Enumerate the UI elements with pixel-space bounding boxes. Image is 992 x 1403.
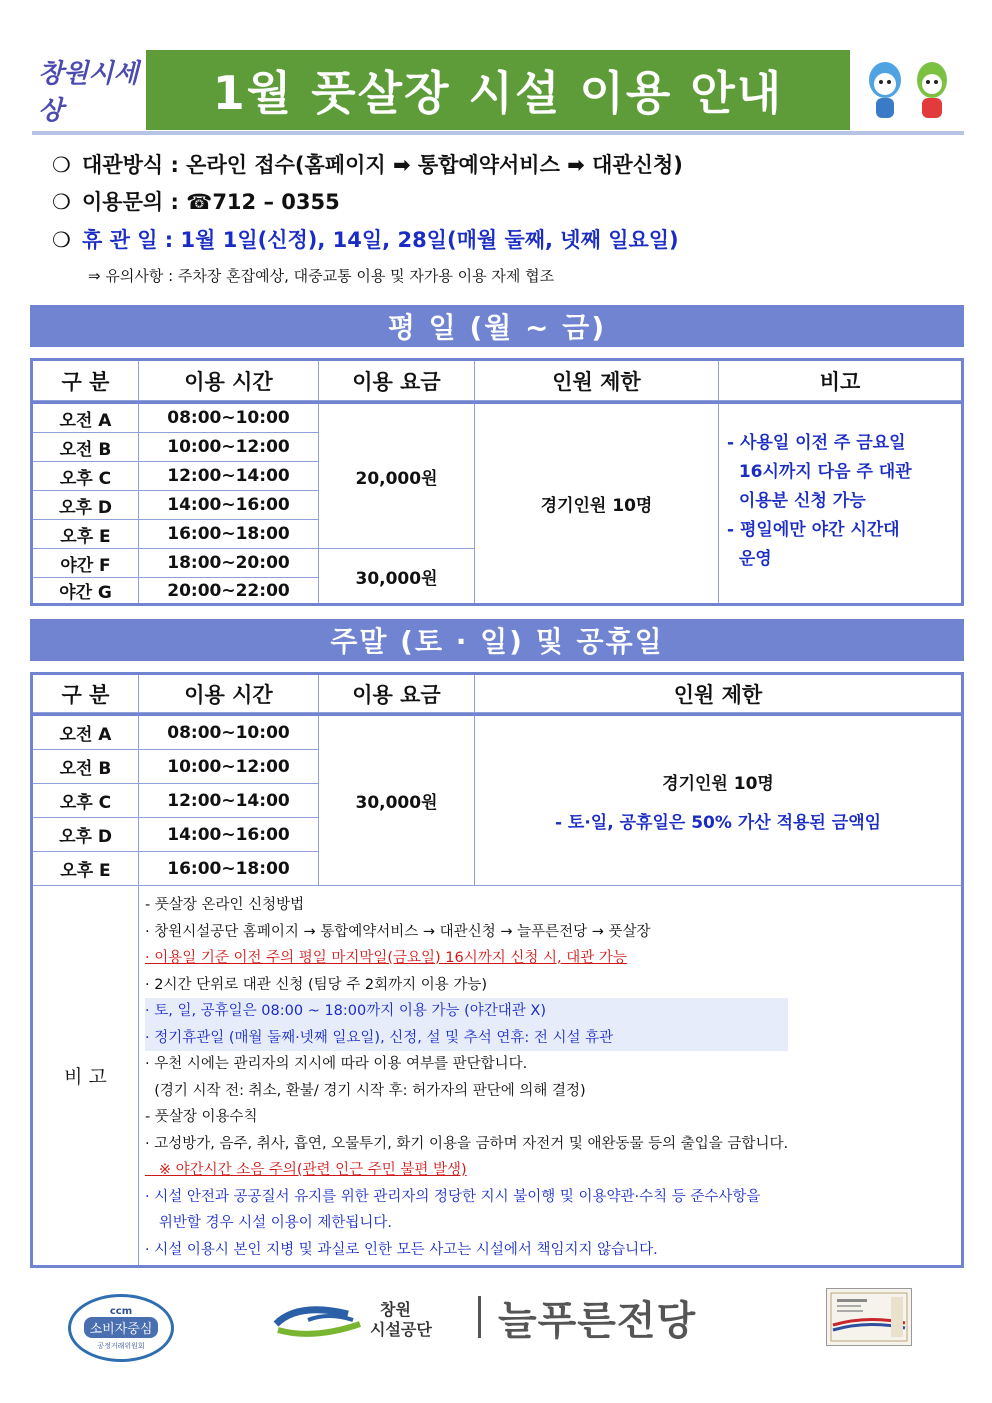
corporation-name-line1: 창원: [380, 1300, 411, 1319]
remark-line: - 사용일 이전 주 금요일: [727, 433, 906, 453]
rental-method: [52, 149, 683, 179]
table-row-time: 10:00~12:00: [139, 433, 319, 462]
list-item: - 풋살장 온라인 신청방법: [145, 897, 305, 913]
list-item: (경기 시작 전: 취소, 환불/ 경기 시작 후: 허가자의 판단에 의해 결정): [145, 1082, 586, 1099]
remarks-label: 비 고: [33, 886, 139, 1265]
ccm-top-text: ccm: [109, 1305, 133, 1317]
weekend-section-bar: 주말 (토 · 일) 및 공휴일: [30, 619, 964, 661]
corporation-name: [370, 1300, 432, 1340]
service-certification-icon: [826, 1288, 912, 1346]
caution-note: ⇒ 유의사항 : 주차장 혼잡예상, 대중교통 이용 및 자가용 이용 자제 협조: [88, 267, 555, 285]
table-row-time: 18:00~20:00: [139, 549, 319, 578]
ccm-badge: [68, 1294, 174, 1362]
table-row-name: 오전 A: [33, 716, 139, 750]
table-row-time: 12:00~14:00: [139, 784, 319, 818]
table-row-name: 야간 G: [33, 578, 139, 603]
header-capacity: 인원 제한: [475, 675, 961, 713]
remarks-area: [33, 886, 961, 1265]
table-row-name: 오후 E: [33, 520, 139, 549]
surcharge-note: - 토·일, 공휴일은 50% 가산 적용된 금액임: [554, 812, 882, 833]
closed-days-text: 휴 관 일 : 1월 1일(신정), 14일, 28일(매월 둘째, 넷째 일요일): [82, 228, 679, 252]
list-item: - 풋살장 이용수칙: [145, 1109, 258, 1125]
circle-bullet-icon: ❍: [52, 153, 71, 177]
table-row-name: 오후 E: [33, 852, 139, 886]
capacity-text: 경기인원 10명: [662, 773, 774, 794]
header-category: 구 분: [33, 675, 139, 713]
list-item: · 시설 안전과 공공질서 유지를 위한 관리자의 정당한 지시 불이행 및 이용약관·수칙 등 준수사항을: [145, 1188, 761, 1205]
city-logo: [38, 59, 142, 126]
circle-bullet-icon: ❍: [52, 228, 71, 252]
fee-night: 30,000원: [319, 549, 475, 603]
list-item: · 이용일 기준 이전 주의 평일 마지막일(금요일) 16시까지 신청 시, 대관 가능: [145, 950, 627, 966]
table-row-name: 오전 B: [33, 433, 139, 462]
table-row-time: 14:00~16:00: [139, 818, 319, 852]
ccm-sub-text: 공정거래위원회: [97, 1341, 145, 1350]
list-item: · 우천 시에는 관리자의 지시에 따라 이용 여부를 판단합니다.: [145, 1056, 528, 1072]
header-capacity: 인원 제한: [475, 361, 719, 401]
table-row-name: 오후 D: [33, 491, 139, 520]
city-logo-text: 창원시세상: [38, 59, 139, 126]
capacity: 경기인원 10명: [475, 404, 719, 603]
rental-method-text: 대관방식 : 온라인 접수(홈페이지 ➡ 통합예약서비스 ➡ 대관신청): [82, 153, 683, 177]
contact-text: 이용문의 : ☎712 – 0355: [82, 190, 340, 214]
remark-line: 이용분 신청 가능: [727, 491, 866, 511]
list-item: · 창원시설공단 홈페이지 → 통합예약서비스 → 대관신청 → 늘푸른전당 → 풋살장: [145, 923, 651, 940]
list-item: · 정기휴관일 (매월 둘째·넷째 일요일), 신정, 설 및 추석 연휴: 전 시설 휴관: [145, 1025, 788, 1052]
title-underline: [32, 131, 964, 135]
table-row-time: 08:00~10:00: [139, 716, 319, 750]
weekday-table: [30, 358, 964, 606]
remark-line: 운영: [727, 549, 772, 569]
table-row-name: 야간 F: [33, 549, 139, 578]
table-row-name: 오후 C: [33, 462, 139, 491]
list-item: · 토, 일, 공휴일은 08:00 ~ 18:00까지 이용 가능 (야간대관 X): [145, 998, 788, 1025]
contact-info: [52, 186, 340, 216]
page-title: 1월 풋살장 시설 이용 안내: [146, 50, 850, 130]
table-row-name: 오전 A: [33, 404, 139, 433]
header-fee: 이용 요금: [319, 361, 475, 401]
list-item: 위반할 경우 시설 이용이 제한됩니다.: [145, 1215, 392, 1231]
closed-days: [52, 224, 679, 254]
circle-bullet-icon: ❍: [52, 190, 71, 214]
weekend-table: [30, 672, 964, 1268]
fee-weekend: 30,000원: [319, 716, 475, 886]
header-fee: 이용 요금: [319, 675, 475, 713]
table-row-name: 오후 C: [33, 784, 139, 818]
table-row-time: 08:00~10:00: [139, 404, 319, 433]
table-row-name: 오후 D: [33, 818, 139, 852]
divider: [478, 1296, 481, 1338]
header-time: 이용 시간: [139, 675, 319, 713]
corporation-logo-icon: [268, 1296, 468, 1342]
remark-line: - 평일에만 야간 시간대: [727, 520, 900, 540]
table-row-time: 16:00~18:00: [139, 520, 319, 549]
list-item: · 고성방가, 음주, 취사, 흡연, 오물투기, 화기 이용을 금하며 자전거 및 애완동물 등의 출입을 금합니다.: [145, 1135, 789, 1152]
list-item: · 2시간 단위로 대관 신청 (팀당 주 2회까지 이용 가능): [145, 976, 487, 993]
table-row-time: 14:00~16:00: [139, 491, 319, 520]
list-item: · 시설 이용시 본인 지병 및 과실로 인한 모든 사고는 시설에서 책임지지 않습니다.: [145, 1241, 658, 1258]
corporation-name-line2: 시설공단: [370, 1320, 432, 1339]
header-category: 구 분: [33, 361, 139, 401]
header-remarks: 비고: [719, 361, 961, 401]
remarks-list: [145, 892, 788, 1263]
table-row-time: 20:00~22:00: [139, 578, 319, 603]
table-row-time: 12:00~14:00: [139, 462, 319, 491]
remarks-text: [727, 429, 912, 574]
facility-name: 늘푸른전당: [498, 1298, 697, 1344]
capacity-weekend: [475, 716, 961, 886]
table-row-time: 10:00~12:00: [139, 750, 319, 784]
remark-line: 16시까지 다음 주 대관: [727, 462, 912, 482]
mascot-icon: [860, 58, 960, 124]
fee-day: 20,000원: [319, 404, 475, 549]
list-item: ※ 야간시간 소음 주의(관련 인근 주민 불편 발생): [145, 1162, 467, 1178]
weekday-section-bar: 평 일 (월 ~ 금): [30, 305, 964, 347]
table-row-time: 16:00~18:00: [139, 852, 319, 886]
ccm-main-text: 소비자중심: [84, 1317, 159, 1338]
table-row-name: 오전 B: [33, 750, 139, 784]
header-time: 이용 시간: [139, 361, 319, 401]
